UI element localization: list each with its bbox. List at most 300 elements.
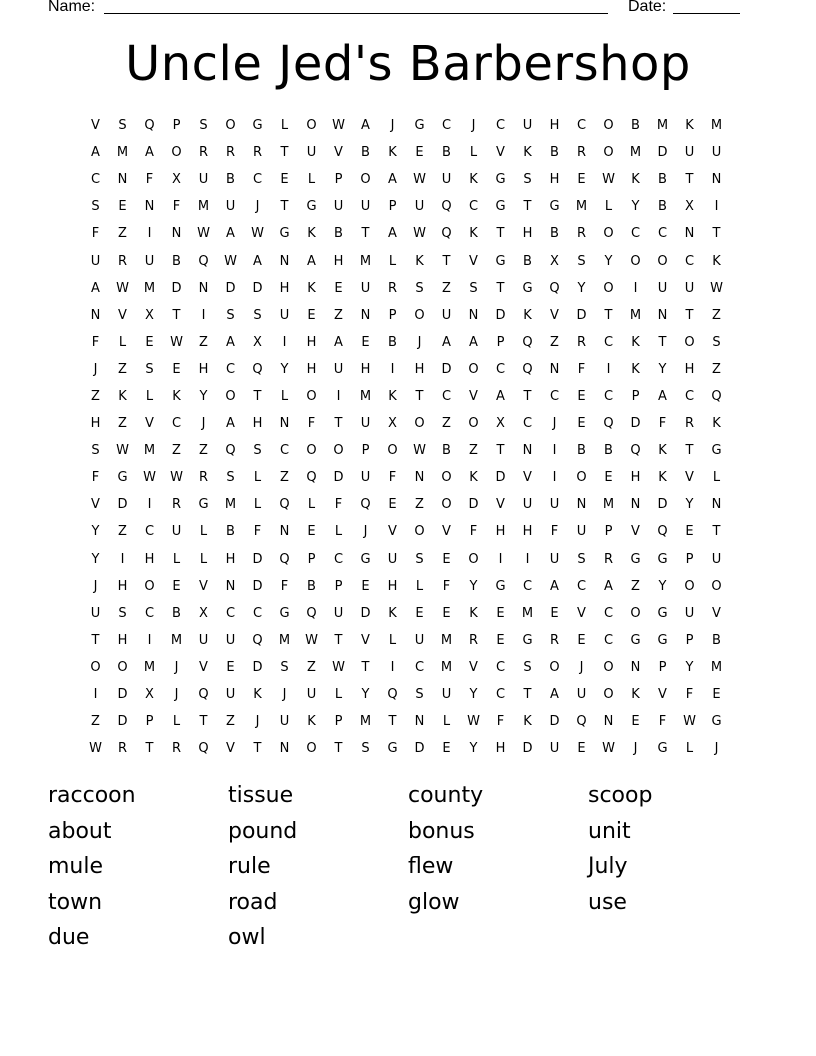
grid-letter: P [631, 388, 640, 404]
grid-letter: B [604, 443, 613, 459]
grid-letter: M [143, 280, 156, 296]
grid-letter: X [550, 253, 559, 269]
grid-letter: O [414, 416, 425, 432]
grid-letter: T [442, 253, 451, 269]
grid-letter: H [630, 470, 641, 486]
grid-letter: H [117, 632, 128, 648]
grid-letter: E [442, 605, 451, 621]
grid-letter: E [712, 687, 721, 703]
grid-letter: Q [387, 687, 398, 703]
grid-letter: V [442, 524, 451, 540]
grid-row [82, 654, 732, 681]
grid-letter: B [361, 145, 370, 161]
grid-letter: J [390, 118, 395, 134]
grid-letter: K [469, 470, 478, 486]
grid-letter: Y [577, 280, 586, 296]
grid-letter: M [602, 497, 615, 513]
grid-letter: A [604, 578, 613, 594]
grid-letter: V [334, 145, 343, 161]
grid-letter: M [359, 388, 372, 404]
grid-letter: W [197, 226, 210, 242]
grid-letter: N [414, 470, 425, 486]
grid-letter: D [117, 687, 128, 703]
grid-letter: E [577, 416, 586, 432]
name-date-header [48, 0, 748, 20]
grid-letter: K [469, 172, 478, 188]
grid-letter: O [171, 145, 182, 161]
grid-letter: C [603, 632, 614, 648]
grid-letter: O [144, 578, 155, 594]
grid-letter: N [630, 659, 641, 675]
grid-letter: Z [442, 416, 451, 432]
grid-letter: N [630, 497, 641, 513]
grid-letter: U [414, 632, 425, 648]
grid-letter: X [172, 172, 181, 188]
grid-letter: E [550, 605, 559, 621]
grid-letter: E [577, 632, 586, 648]
grid-letter: R [171, 741, 182, 757]
grid-letter: N [279, 416, 290, 432]
grid-letter: B [577, 443, 586, 459]
grid-letter: X [145, 307, 154, 323]
grid-letter: M [629, 307, 642, 323]
grid-letter: X [253, 334, 262, 350]
grid-row [82, 247, 732, 274]
grid-letter: M [629, 145, 642, 161]
grid-letter: A [226, 416, 235, 432]
grid-letter: E [631, 714, 640, 730]
grid-letter: U [576, 687, 587, 703]
grid-letter: V [199, 578, 208, 594]
grid-letter: K [118, 388, 127, 404]
grid-letter: T [253, 741, 262, 757]
grid-letter: S [523, 172, 532, 188]
grid-letter: U [441, 687, 452, 703]
grid-letter: O [549, 659, 560, 675]
grid-letter: D [252, 280, 263, 296]
grid-letter: F [172, 199, 181, 215]
grid-letter: A [334, 334, 343, 350]
grid-letter: N [522, 443, 533, 459]
grid-letter: V [685, 470, 694, 486]
grid-letter: K [523, 307, 532, 323]
grid-letter: V [712, 605, 721, 621]
grid-letter: O [711, 578, 722, 594]
grid-letter: T [361, 659, 370, 675]
grid-letter: A [388, 172, 397, 188]
grid-letter: M [521, 605, 534, 621]
grid-letter: H [387, 578, 398, 594]
grid-letter: W [305, 632, 318, 648]
grid-letter: L [280, 118, 289, 134]
grid-letter: G [198, 497, 209, 513]
grid-letter: J [255, 714, 260, 730]
grid-letter: B [226, 172, 235, 188]
grid-letter: X [145, 687, 154, 703]
grid-letter: N [360, 307, 371, 323]
grid-row [82, 139, 732, 166]
grid-letter: U [441, 172, 452, 188]
grid-row [82, 708, 732, 735]
grid-row [82, 220, 732, 247]
grid-letter: J [174, 659, 179, 675]
grid-letter: C [684, 253, 695, 269]
grid-letter: W [170, 470, 183, 486]
grid-letter: Y [469, 741, 478, 757]
grid-letter: V [91, 118, 100, 134]
grid-letter: D [117, 714, 128, 730]
grid-letter: P [496, 334, 505, 350]
grid-letter: L [118, 334, 127, 350]
grid-letter: T [712, 226, 721, 242]
grid-letter: V [145, 416, 154, 432]
grid-letter: O [657, 253, 668, 269]
grid-letter: K [523, 714, 532, 730]
grid-letter: L [307, 172, 316, 188]
grid-letter: S [253, 443, 262, 459]
grid-letter: V [550, 307, 559, 323]
grid-letter: F [91, 470, 100, 486]
grid-letter: T [523, 388, 532, 404]
grid-letter: E [496, 632, 505, 648]
grid-letter: O [117, 659, 128, 675]
grid-letter: J [633, 741, 638, 757]
grid-letter: H [522, 226, 533, 242]
grid-letter: U [549, 497, 560, 513]
grid-letter: V [388, 524, 397, 540]
grid-letter: K [658, 443, 667, 459]
grid-letter: G [495, 199, 506, 215]
date-blank-line [673, 13, 740, 14]
grid-letter: U [171, 524, 182, 540]
grid-letter: C [252, 172, 263, 188]
grid-letter: U [225, 687, 236, 703]
grid-letter: U [522, 118, 533, 134]
word-list-item: use [588, 889, 627, 915]
grid-letter: Y [685, 497, 694, 513]
grid-letter: Y [685, 659, 694, 675]
grid-letter: U [711, 551, 722, 567]
grid-letter: B [172, 253, 181, 269]
grid-letter: D [495, 470, 506, 486]
grid-letter: A [226, 226, 235, 242]
grid-letter: G [522, 632, 533, 648]
grid-letter: U [576, 524, 587, 540]
grid-letter: C [252, 605, 263, 621]
grid-letter: W [332, 118, 345, 134]
grid-letter: Z [118, 361, 127, 377]
grid-letter: C [468, 199, 479, 215]
grid-letter: E [388, 497, 397, 513]
grid-letter: S [712, 334, 721, 350]
grid-letter: I [552, 470, 557, 486]
grid-letter: Z [199, 334, 208, 350]
grid-letter: B [442, 443, 451, 459]
grid-letter: E [118, 199, 127, 215]
grid-letter: N [549, 361, 560, 377]
grid-letter: H [522, 524, 533, 540]
grid-letter: G [414, 118, 425, 134]
grid-letter: G [711, 443, 722, 459]
grid-letter: P [658, 659, 667, 675]
grid-letter: Q [711, 388, 722, 404]
grid-letter: R [117, 741, 128, 757]
grid-letter: E [415, 605, 424, 621]
grid-letter: W [683, 714, 696, 730]
grid-letter: C [657, 226, 668, 242]
grid-letter: M [359, 253, 372, 269]
grid-letter: G [306, 199, 317, 215]
grid-letter: U [279, 714, 290, 730]
grid-letter: A [442, 334, 451, 350]
word-list-item: tissue [228, 783, 294, 808]
grid-letter: C [630, 226, 641, 242]
word-list-item: bonus [408, 818, 475, 844]
grid-letter: I [282, 334, 287, 350]
word-list-item: rule [228, 854, 271, 879]
grid-letter: S [118, 118, 127, 134]
grid-letter: Q [144, 118, 155, 134]
grid-letter: P [145, 714, 154, 730]
grid-row [82, 193, 732, 220]
grid-letter: W [116, 443, 129, 459]
grid-letter: D [117, 497, 128, 513]
grid-letter: S [199, 118, 208, 134]
grid-letter: O [360, 172, 371, 188]
grid-letter: Y [658, 361, 667, 377]
grid-letter: I [120, 551, 125, 567]
grid-letter: Z [118, 524, 127, 540]
grid-letter: N [198, 280, 209, 296]
grid-letter: Q [522, 334, 533, 350]
grid-letter: Q [603, 416, 614, 432]
grid-letter: L [388, 632, 397, 648]
grid-letter: K [658, 470, 667, 486]
grid-letter: I [147, 632, 152, 648]
grid-letter: V [631, 524, 640, 540]
grid-letter: Q [360, 497, 371, 513]
grid-letter: G [711, 714, 722, 730]
grid-letter: Z [550, 334, 559, 350]
grid-letter: L [469, 145, 478, 161]
grid-letter: K [172, 388, 181, 404]
grid-letter: P [388, 307, 397, 323]
grid-letter: F [91, 334, 100, 350]
grid-letter: M [440, 632, 453, 648]
grid-row [82, 518, 732, 545]
grid-letter: A [469, 334, 478, 350]
grid-letter: N [279, 524, 290, 540]
grid-letter: W [710, 280, 723, 296]
grid-letter: H [414, 361, 425, 377]
grid-letter: I [525, 551, 530, 567]
grid-letter: W [116, 280, 129, 296]
grid-letter: B [442, 145, 451, 161]
grid-letter: H [333, 253, 344, 269]
grid-letter: U [360, 199, 371, 215]
grid-letter: N [90, 307, 101, 323]
grid-letter: Q [576, 714, 587, 730]
grid-letter: C [414, 659, 425, 675]
grid-letter: V [577, 605, 586, 621]
word-list-item: flew [408, 854, 454, 879]
grid-letter: G [630, 632, 641, 648]
grid-letter: O [306, 118, 317, 134]
grid-letter: B [550, 145, 559, 161]
grid-letter: K [712, 253, 721, 269]
grid-letter: N [576, 497, 587, 513]
grid-letter: Z [118, 416, 127, 432]
grid-letter: O [630, 253, 641, 269]
grid-letter: R [576, 145, 587, 161]
word-list-item: glow [408, 889, 460, 915]
grid-letter: E [685, 524, 694, 540]
grid-letter: M [116, 145, 129, 161]
grid-letter: N [279, 741, 290, 757]
grid-letter: I [201, 307, 206, 323]
word-list-item: mule [48, 854, 104, 879]
grid-letter: W [251, 226, 264, 242]
grid-letter: U [90, 253, 101, 269]
grid-letter: Q [252, 361, 263, 377]
grid-letter: D [360, 605, 371, 621]
grid-letter: A [658, 388, 667, 404]
grid-letter: J [714, 741, 719, 757]
grid-letter: O [414, 307, 425, 323]
grid-letter: U [360, 470, 371, 486]
grid-letter: W [332, 659, 345, 675]
grid-letter: X [199, 605, 208, 621]
grid-letter: Q [630, 443, 641, 459]
grid-letter: V [496, 145, 505, 161]
grid-letter: S [415, 551, 424, 567]
grid-letter: O [225, 388, 236, 404]
grid-letter: B [550, 226, 559, 242]
grid-letter: K [307, 714, 316, 730]
grid-letter: K [712, 416, 721, 432]
grid-letter: J [552, 416, 557, 432]
grid-letter: T [604, 307, 613, 323]
grid-letter: G [387, 741, 398, 757]
grid-letter: M [170, 632, 183, 648]
grid-letter: P [685, 632, 694, 648]
word-list-item: pound [228, 818, 298, 844]
grid-letter: O [90, 659, 101, 675]
grid-row [82, 275, 732, 302]
grid-letter: Q [549, 280, 560, 296]
grid-letter: S [226, 470, 235, 486]
page-title: Uncle Jed's Barbershop [125, 36, 691, 92]
grid-letter: L [172, 714, 181, 730]
grid-letter: Z [469, 443, 478, 459]
grid-letter: A [307, 253, 316, 269]
grid-letter: T [91, 632, 100, 648]
name-label: Name: [48, 0, 96, 15]
grid-letter: N [711, 172, 722, 188]
grid-letter: P [334, 714, 343, 730]
grid-letter: V [496, 497, 505, 513]
grid-letter: K [388, 605, 397, 621]
grid-letter: W [170, 334, 183, 350]
grid-letter: B [631, 118, 640, 134]
grid-letter: Z [415, 497, 424, 513]
grid-row [82, 546, 732, 573]
grid-letter: J [255, 199, 260, 215]
grid-letter: C [333, 551, 344, 567]
grid-letter: G [495, 172, 506, 188]
word-list-item: about [48, 818, 112, 844]
grid-letter: S [118, 605, 127, 621]
grid-letter: A [550, 687, 559, 703]
grid-letter: U [360, 280, 371, 296]
grid-letter: T [496, 443, 505, 459]
grid-letter: G [549, 199, 560, 215]
grid-letter: J [201, 416, 206, 432]
grid-letter: M [575, 199, 588, 215]
grid-letter: Z [118, 226, 127, 242]
grid-letter: U [657, 280, 668, 296]
grid-letter: U [279, 307, 290, 323]
grid-letter: U [711, 145, 722, 161]
grid-letter: E [577, 172, 586, 188]
grid-letter: Q [279, 497, 290, 513]
grid-letter: B [712, 632, 721, 648]
grid-letter: O [603, 226, 614, 242]
grid-letter: Q [198, 741, 209, 757]
grid-letter: F [685, 687, 694, 703]
grid-letter: O [468, 416, 479, 432]
grid-row [82, 464, 732, 491]
grid-letter: I [336, 388, 341, 404]
grid-letter: F [658, 416, 667, 432]
grid-letter: E [145, 334, 154, 350]
grid-letter: R [549, 632, 560, 648]
grid-letter: S [577, 253, 586, 269]
grid-letter: U [414, 199, 425, 215]
grid-letter: I [147, 226, 152, 242]
grid-letter: C [441, 118, 452, 134]
grid-letter: Q [306, 470, 317, 486]
grid-letter: D [333, 470, 344, 486]
grid-letter: K [523, 145, 532, 161]
grid-letter: F [388, 470, 397, 486]
grid-letter: L [253, 470, 262, 486]
grid-letter: Z [442, 280, 451, 296]
grid-letter: G [657, 551, 668, 567]
grid-letter: H [117, 578, 128, 594]
grid-letter: K [253, 687, 262, 703]
grid-letter: K [415, 253, 424, 269]
grid-letter: X [685, 199, 694, 215]
grid-letter: V [91, 497, 100, 513]
grid-row [82, 166, 732, 193]
grid-letter: U [333, 361, 344, 377]
grid-row [82, 383, 732, 410]
grid-letter: I [93, 687, 98, 703]
grid-letter: R [576, 226, 587, 242]
grid-letter: U [684, 605, 695, 621]
grid-letter: N [225, 578, 236, 594]
grid-letter: B [307, 578, 316, 594]
grid-letter: Y [604, 253, 613, 269]
grid-letter: O [603, 145, 614, 161]
grid-letter: T [496, 280, 505, 296]
grid-letter: C [684, 388, 695, 404]
grid-letter: B [523, 253, 532, 269]
grid-letter: E [496, 605, 505, 621]
grid-letter: W [413, 443, 426, 459]
grid-letter: C [225, 361, 236, 377]
